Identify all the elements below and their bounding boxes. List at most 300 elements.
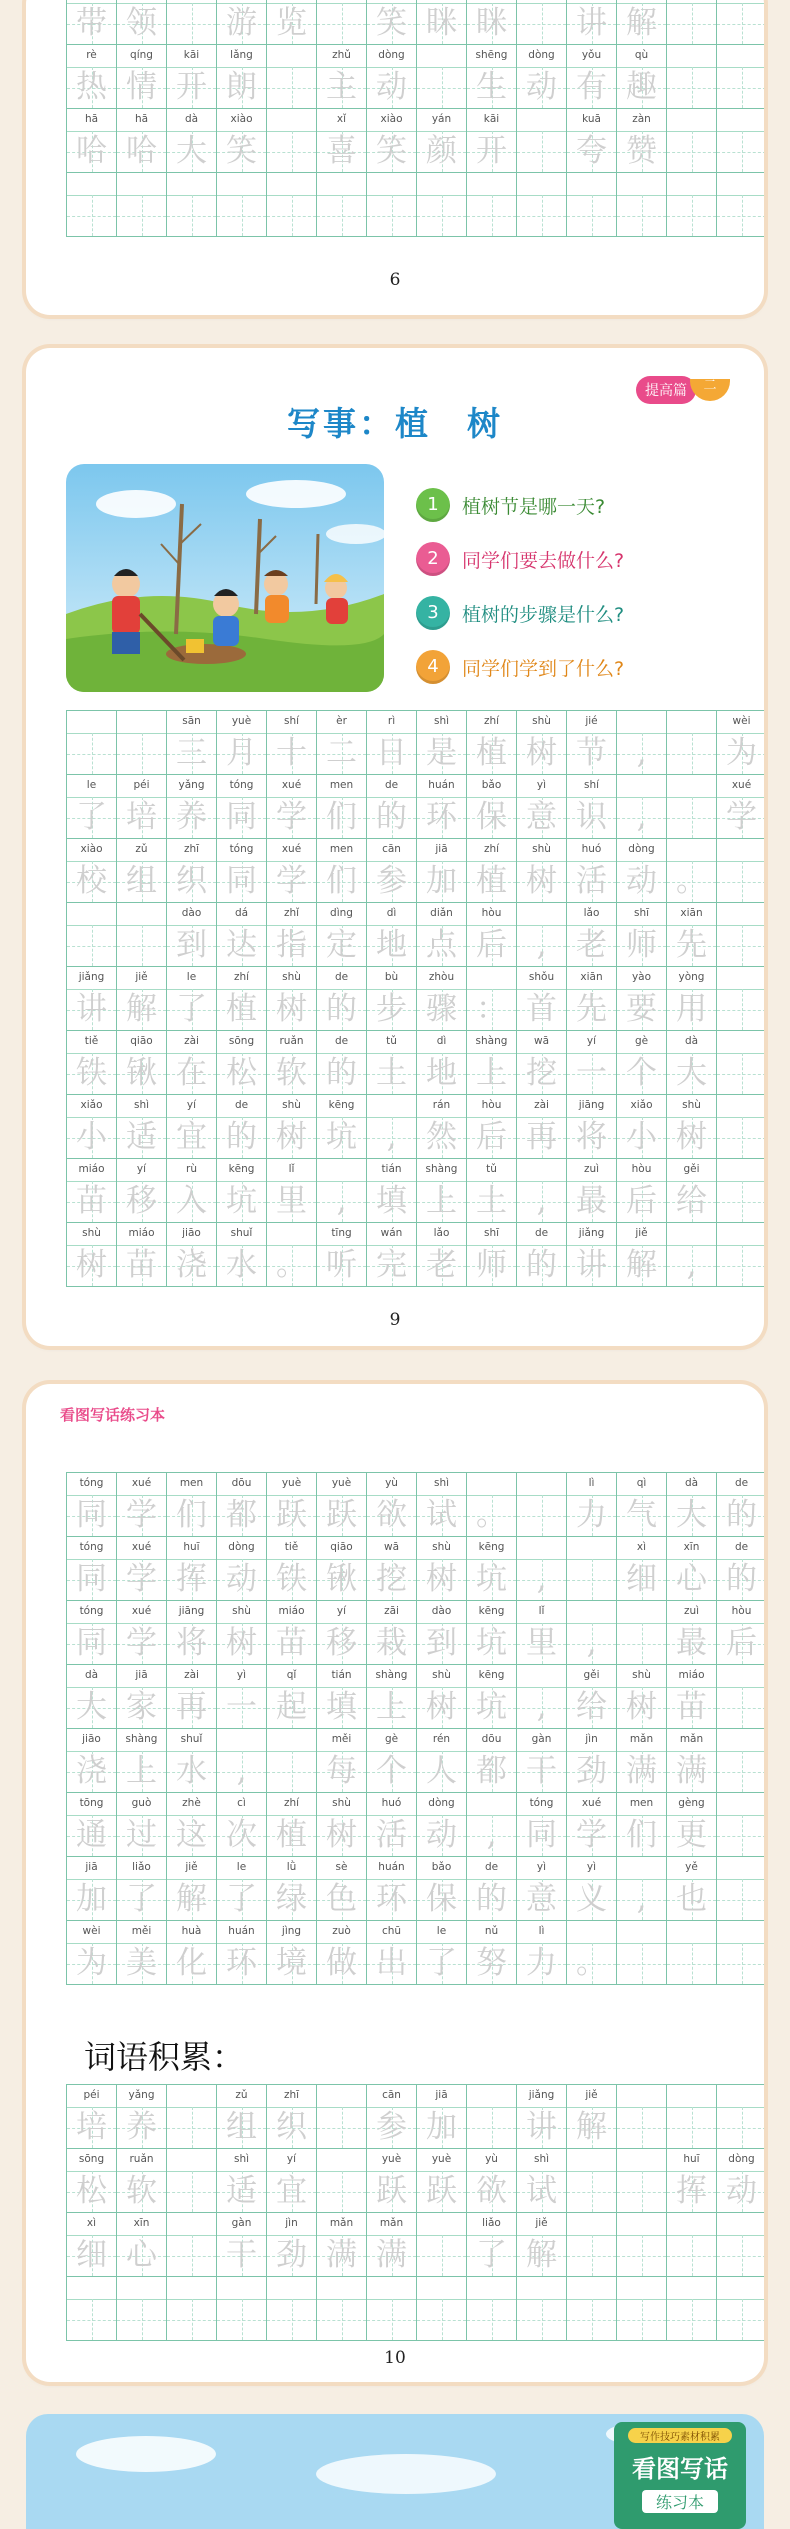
hanzi: 游 bbox=[217, 3, 266, 44]
hanzi bbox=[267, 1751, 316, 1792]
pinyin bbox=[667, 1223, 716, 1246]
grid-cell bbox=[567, 1857, 617, 1921]
hanzi bbox=[517, 1495, 566, 1536]
hanzi: 满 bbox=[617, 1751, 666, 1792]
pinyin bbox=[317, 2085, 366, 2108]
pinyin bbox=[267, 2277, 316, 2300]
pinyin: xīn bbox=[117, 2213, 166, 2236]
hanzi: 适 bbox=[217, 2171, 266, 2212]
grid-cell bbox=[317, 45, 367, 109]
hanzi: 植 bbox=[267, 1815, 316, 1856]
grid-cell bbox=[517, 2085, 567, 2149]
hanzi bbox=[667, 2299, 716, 2340]
grid-cell bbox=[317, 109, 367, 173]
hanzi: 完 bbox=[367, 1245, 416, 1286]
hanzi: 到 bbox=[417, 1623, 466, 1664]
pinyin: dòng bbox=[617, 839, 666, 862]
grid-cell bbox=[217, 1729, 267, 1793]
pinyin bbox=[517, 173, 566, 196]
hanzi: 小 bbox=[67, 1117, 116, 1158]
grid-cell bbox=[667, 775, 717, 839]
hanzi: 然 bbox=[417, 1117, 466, 1158]
grid-cell bbox=[567, 2213, 617, 2277]
pinyin: shàng bbox=[367, 1665, 416, 1688]
hanzi: 绿 bbox=[267, 1879, 316, 1920]
hanzi: 解 bbox=[167, 1879, 216, 1920]
grid-cell bbox=[517, 45, 567, 109]
grid-cell bbox=[217, 1223, 267, 1287]
pinyin: tóng bbox=[217, 839, 266, 862]
hanzi: 的 bbox=[367, 797, 416, 838]
pinyin: huà bbox=[167, 1921, 216, 1944]
grid-cell bbox=[517, 903, 567, 967]
pinyin: miáo bbox=[67, 1159, 116, 1182]
grid-cell bbox=[667, 711, 717, 775]
pinyin: zhí bbox=[467, 711, 516, 734]
hanzi: 试 bbox=[517, 2171, 566, 2212]
hanzi: 跃 bbox=[417, 2171, 466, 2212]
grid-cell bbox=[167, 1095, 217, 1159]
hanzi: 树 bbox=[617, 1687, 666, 1728]
pinyin bbox=[417, 2277, 466, 2300]
hanzi: 树 bbox=[267, 989, 316, 1030]
grid-cell bbox=[417, 2213, 467, 2277]
hanzi: 二 bbox=[317, 733, 366, 774]
hanzi: 喜 bbox=[317, 131, 366, 172]
grid-cell bbox=[167, 1159, 217, 1223]
pinyin bbox=[267, 173, 316, 196]
grid-cell bbox=[717, 775, 764, 839]
logo-text: 看图写话练习本 bbox=[60, 1406, 166, 1424]
hanzi: 坑 bbox=[467, 1687, 516, 1728]
pinyin bbox=[367, 173, 416, 196]
grid-cell bbox=[717, 1921, 764, 1985]
grid-cell bbox=[217, 2085, 267, 2149]
grid-cell bbox=[267, 1601, 317, 1665]
writing-grid-page9 bbox=[66, 710, 764, 1287]
pinyin: yí bbox=[567, 1031, 616, 1054]
grid-cell bbox=[217, 1095, 267, 1159]
hanzi: 老 bbox=[567, 925, 616, 966]
pinyin: dào bbox=[417, 1601, 466, 1624]
pinyin: yě bbox=[667, 1857, 716, 1880]
grid-cell bbox=[367, 173, 417, 237]
grid-cell bbox=[167, 109, 217, 173]
hanzi: 三 bbox=[167, 733, 216, 774]
grid-cell bbox=[117, 775, 167, 839]
pinyin: tóng bbox=[67, 1537, 116, 1560]
hanzi: , bbox=[517, 1687, 566, 1728]
pinyin bbox=[617, 2277, 666, 2300]
pinyin: kēng bbox=[217, 1159, 266, 1182]
hanzi: 骤 bbox=[417, 989, 466, 1030]
pinyin: xì bbox=[67, 2213, 116, 2236]
question-item bbox=[416, 640, 624, 694]
hanzi: , bbox=[217, 1751, 266, 1792]
pinyin bbox=[717, 1921, 764, 1944]
pinyin: xiān bbox=[667, 903, 716, 926]
hanzi: 给 bbox=[667, 1181, 716, 1222]
pinyin: yí bbox=[267, 2149, 316, 2172]
hanzi bbox=[717, 2299, 764, 2340]
hanzi: 笑 bbox=[367, 131, 416, 172]
pinyin: hā bbox=[67, 109, 116, 132]
hanzi: , bbox=[617, 797, 666, 838]
grid-row bbox=[67, 711, 764, 775]
grid-cell bbox=[67, 0, 117, 45]
pinyin: jiāng bbox=[167, 1601, 216, 1624]
hanzi: 眯 bbox=[417, 3, 466, 44]
hanzi: 讲 bbox=[567, 1245, 616, 1286]
grid-cell bbox=[267, 1793, 317, 1857]
hanzi: 挖 bbox=[517, 1053, 566, 1094]
grid-cell bbox=[467, 1031, 517, 1095]
grid-cell bbox=[517, 1857, 567, 1921]
hanzi: 师 bbox=[467, 1245, 516, 1286]
hanzi: 苗 bbox=[267, 1623, 316, 1664]
hanzi bbox=[717, 989, 764, 1030]
hanzi: 家 bbox=[117, 1687, 166, 1728]
pinyin: shù bbox=[417, 1665, 466, 1688]
hanzi: 人 bbox=[417, 1751, 466, 1792]
hanzi: 细 bbox=[67, 2235, 116, 2276]
grid-cell bbox=[517, 1159, 567, 1223]
grid-cell bbox=[717, 2213, 764, 2277]
grid-cell bbox=[367, 1921, 417, 1985]
hanzi bbox=[417, 2235, 466, 2276]
grid-cell bbox=[217, 2149, 267, 2213]
hanzi: 细 bbox=[617, 1559, 666, 1600]
grid-cell bbox=[217, 1921, 267, 1985]
hanzi: 水 bbox=[167, 1751, 216, 1792]
grid-cell bbox=[317, 1031, 367, 1095]
grid-cell bbox=[167, 1537, 217, 1601]
grid-cell bbox=[567, 2085, 617, 2149]
grid-cell bbox=[467, 775, 517, 839]
pinyin bbox=[67, 2277, 116, 2300]
hanzi: 干 bbox=[517, 1751, 566, 1792]
pinyin bbox=[567, 2277, 616, 2300]
pinyin: yuè bbox=[267, 1473, 316, 1496]
pinyin: men bbox=[167, 1473, 216, 1496]
pinyin: zhòu bbox=[417, 967, 466, 990]
pinyin: xué bbox=[567, 1793, 616, 1816]
pinyin: de bbox=[717, 1473, 764, 1496]
grid-cell bbox=[467, 1473, 517, 1537]
grid-cell bbox=[667, 1095, 717, 1159]
grid-cell bbox=[367, 1537, 417, 1601]
grid-cell bbox=[667, 839, 717, 903]
hanzi: 识 bbox=[567, 797, 616, 838]
hanzi bbox=[717, 1053, 764, 1094]
hanzi: 满 bbox=[667, 1751, 716, 1792]
hanzi: 境 bbox=[267, 1943, 316, 1984]
pinyin: de bbox=[317, 1031, 366, 1054]
pinyin: jiāo bbox=[167, 1223, 216, 1246]
grid-cell bbox=[317, 0, 367, 45]
pinyin: de bbox=[217, 1095, 266, 1118]
hanzi: 气 bbox=[617, 1495, 666, 1536]
hanzi bbox=[367, 195, 416, 236]
grid-cell bbox=[467, 903, 517, 967]
hanzi: 活 bbox=[567, 861, 616, 902]
question-item bbox=[416, 478, 624, 532]
grid-cell bbox=[617, 1857, 667, 1921]
grid-cell bbox=[417, 1729, 467, 1793]
page-title: 写事：植 树 bbox=[287, 404, 503, 443]
hanzi: 要 bbox=[617, 989, 666, 1030]
pinyin bbox=[717, 1665, 764, 1688]
pinyin bbox=[617, 2085, 666, 2108]
grid-cell bbox=[417, 173, 467, 237]
grid-row bbox=[67, 2085, 764, 2149]
grid-row bbox=[67, 173, 764, 237]
hanzi: 们 bbox=[317, 861, 366, 902]
grid-cell bbox=[717, 1601, 764, 1665]
grid-row bbox=[67, 1857, 764, 1921]
grid-cell bbox=[367, 1473, 417, 1537]
pinyin bbox=[167, 173, 216, 196]
hanzi: 土 bbox=[367, 1053, 416, 1094]
grid-cell bbox=[367, 1159, 417, 1223]
grid-cell bbox=[267, 1031, 317, 1095]
pinyin: mǎn bbox=[617, 1729, 666, 1752]
grid-cell bbox=[567, 1223, 617, 1287]
grid-cell bbox=[517, 775, 567, 839]
hanzi: 松 bbox=[67, 2171, 116, 2212]
pinyin: wán bbox=[367, 1223, 416, 1246]
pinyin: qíng bbox=[117, 45, 166, 68]
grid-cell bbox=[717, 45, 764, 109]
pinyin: kēng bbox=[317, 1095, 366, 1118]
hanzi bbox=[167, 2299, 216, 2340]
pinyin: huó bbox=[367, 1793, 416, 1816]
grid-cell bbox=[617, 109, 667, 173]
grid-cell bbox=[167, 173, 217, 237]
pinyin: lǐ bbox=[267, 1159, 316, 1182]
hanzi: 情 bbox=[117, 67, 166, 108]
hanzi: , bbox=[567, 1623, 616, 1664]
grid-cell bbox=[167, 1921, 217, 1985]
pinyin: xiào bbox=[67, 839, 116, 862]
grid-cell bbox=[267, 775, 317, 839]
hanzi: 同 bbox=[517, 1815, 566, 1856]
pinyin bbox=[467, 2277, 516, 2300]
hanzi bbox=[167, 2171, 216, 2212]
grid-cell bbox=[617, 173, 667, 237]
hanzi: 劲 bbox=[567, 1751, 616, 1792]
pinyin: kāi bbox=[167, 45, 216, 68]
pinyin: lì bbox=[567, 1473, 616, 1496]
pinyin bbox=[717, 1159, 764, 1182]
pinyin bbox=[167, 2277, 216, 2300]
hanzi: 参 bbox=[367, 2107, 416, 2148]
pinyin: zhǔ bbox=[317, 45, 366, 68]
hanzi: 同 bbox=[67, 1559, 116, 1600]
grid-cell bbox=[217, 1473, 267, 1537]
hanzi: 。 bbox=[667, 861, 716, 902]
pinyin: dìng bbox=[317, 903, 366, 926]
grid-cell bbox=[317, 1473, 367, 1537]
pinyin: hòu bbox=[717, 1601, 764, 1624]
grid-cell bbox=[367, 2149, 417, 2213]
hanzi: 带 bbox=[67, 3, 116, 44]
hanzi: 有 bbox=[567, 67, 616, 108]
pinyin: jiě bbox=[567, 2085, 616, 2108]
grid-cell bbox=[117, 1031, 167, 1095]
grid-cell bbox=[667, 2149, 717, 2213]
pinyin: liǎo bbox=[117, 1857, 166, 1880]
grid-cell bbox=[467, 967, 517, 1031]
pinyin: zhí bbox=[267, 1793, 316, 1816]
grid-cell bbox=[217, 967, 267, 1031]
pinyin: gàn bbox=[517, 1729, 566, 1752]
grid-cell bbox=[617, 1537, 667, 1601]
pinyin: le bbox=[167, 967, 216, 990]
grid-cell bbox=[417, 903, 467, 967]
grid-row bbox=[67, 1473, 764, 1537]
hanzi bbox=[717, 3, 764, 44]
question-text: 植树节是哪一天? bbox=[462, 495, 606, 518]
grid-cell bbox=[617, 1095, 667, 1159]
grid-cell bbox=[467, 173, 517, 237]
pinyin: jìn bbox=[567, 1729, 616, 1752]
hanzi bbox=[717, 1751, 764, 1792]
hanzi: 保 bbox=[417, 1879, 466, 1920]
grid-cell bbox=[267, 967, 317, 1031]
hanzi: 组 bbox=[117, 861, 166, 902]
pinyin: de bbox=[467, 1857, 516, 1880]
hanzi: 树 bbox=[517, 733, 566, 774]
hanzi: 学 bbox=[717, 797, 764, 838]
hanzi: 达 bbox=[217, 925, 266, 966]
pinyin: jié bbox=[567, 711, 616, 734]
hanzi: 干 bbox=[217, 2235, 266, 2276]
hanzi: 挥 bbox=[667, 2171, 716, 2212]
grid-cell bbox=[117, 1223, 167, 1287]
pinyin: tǔ bbox=[467, 1159, 516, 1182]
grid-cell bbox=[667, 1921, 717, 1985]
pinyin: jiě bbox=[517, 2213, 566, 2236]
hanzi bbox=[117, 733, 166, 774]
hanzi bbox=[717, 1687, 764, 1728]
grid-cell bbox=[717, 109, 764, 173]
pinyin bbox=[717, 1223, 764, 1246]
hanzi: 保 bbox=[467, 797, 516, 838]
grid-row bbox=[67, 2277, 764, 2341]
grid-cell bbox=[267, 1537, 317, 1601]
grid-cell bbox=[617, 967, 667, 1031]
pinyin bbox=[667, 45, 716, 68]
pinyin: ruǎn bbox=[267, 1031, 316, 1054]
pinyin: huán bbox=[417, 775, 466, 798]
hanzi: 环 bbox=[417, 797, 466, 838]
hanzi: 动 bbox=[617, 861, 666, 902]
grid-cell bbox=[617, 0, 667, 45]
hanzi bbox=[117, 195, 166, 236]
pinyin: shì bbox=[417, 711, 466, 734]
hanzi: 开 bbox=[467, 131, 516, 172]
pinyin bbox=[117, 173, 166, 196]
tree-planting-illustration bbox=[66, 464, 384, 692]
hanzi: 月 bbox=[217, 733, 266, 774]
pinyin bbox=[67, 903, 116, 926]
pinyin: yì bbox=[567, 1857, 616, 1880]
hanzi: 出 bbox=[367, 1943, 416, 1984]
grid-cell bbox=[167, 1031, 217, 1095]
hanzi: 适 bbox=[117, 1117, 166, 1158]
hanzi: 动 bbox=[517, 67, 566, 108]
grid-cell bbox=[67, 1921, 117, 1985]
hanzi bbox=[717, 131, 764, 172]
grid-cell bbox=[167, 0, 217, 45]
question-text: 植树的步骤是什么? bbox=[462, 603, 625, 626]
grid-cell bbox=[317, 1095, 367, 1159]
grid-cell bbox=[467, 1665, 517, 1729]
grid-cell bbox=[217, 1031, 267, 1095]
grid-cell bbox=[117, 967, 167, 1031]
pinyin: shì bbox=[117, 1095, 166, 1118]
pinyin: xīn bbox=[667, 1537, 716, 1560]
hanzi: 再 bbox=[167, 1687, 216, 1728]
grid-cell bbox=[117, 1729, 167, 1793]
grid-cell bbox=[417, 1857, 467, 1921]
hanzi: 大 bbox=[667, 1495, 716, 1536]
pinyin bbox=[717, 173, 764, 196]
grid-cell bbox=[67, 1729, 117, 1793]
hanzi: 学 bbox=[267, 797, 316, 838]
pinyin: rù bbox=[167, 1159, 216, 1182]
pinyin: chū bbox=[367, 1921, 416, 1944]
hanzi: 填 bbox=[317, 1687, 366, 1728]
grid-cell bbox=[667, 1031, 717, 1095]
pinyin bbox=[267, 45, 316, 68]
grid-cell bbox=[617, 1601, 667, 1665]
grid-cell bbox=[117, 1473, 167, 1537]
pinyin bbox=[567, 1921, 616, 1944]
hanzi bbox=[517, 131, 566, 172]
pinyin: xué bbox=[717, 775, 764, 798]
grid-cell bbox=[67, 2213, 117, 2277]
pinyin bbox=[567, 2213, 616, 2236]
grid-cell bbox=[417, 1095, 467, 1159]
hanzi: 树 bbox=[67, 1245, 116, 1286]
pinyin: měi bbox=[317, 1729, 366, 1752]
hanzi: , bbox=[367, 1117, 416, 1158]
grid-cell bbox=[467, 1601, 517, 1665]
hanzi: 环 bbox=[217, 1943, 266, 1984]
hanzi bbox=[717, 2235, 764, 2276]
pinyin: sōng bbox=[67, 2149, 116, 2172]
pinyin: shuǐ bbox=[167, 1729, 216, 1752]
grid-cell bbox=[717, 903, 764, 967]
grid-cell bbox=[267, 109, 317, 173]
hanzi: 满 bbox=[317, 2235, 366, 2276]
hanzi: , bbox=[517, 925, 566, 966]
hanzi: 热 bbox=[67, 67, 116, 108]
hanzi: 节 bbox=[567, 733, 616, 774]
pinyin: péi bbox=[117, 775, 166, 798]
hanzi: 在 bbox=[167, 1053, 216, 1094]
pinyin: zuì bbox=[667, 1601, 716, 1624]
hanzi: , bbox=[617, 733, 666, 774]
grid-cell bbox=[567, 1159, 617, 1223]
hanzi: 用 bbox=[667, 989, 716, 1030]
pinyin: le bbox=[67, 775, 116, 798]
pinyin bbox=[617, 711, 666, 734]
grid-cell bbox=[567, 711, 617, 775]
grid-cell bbox=[217, 2213, 267, 2277]
